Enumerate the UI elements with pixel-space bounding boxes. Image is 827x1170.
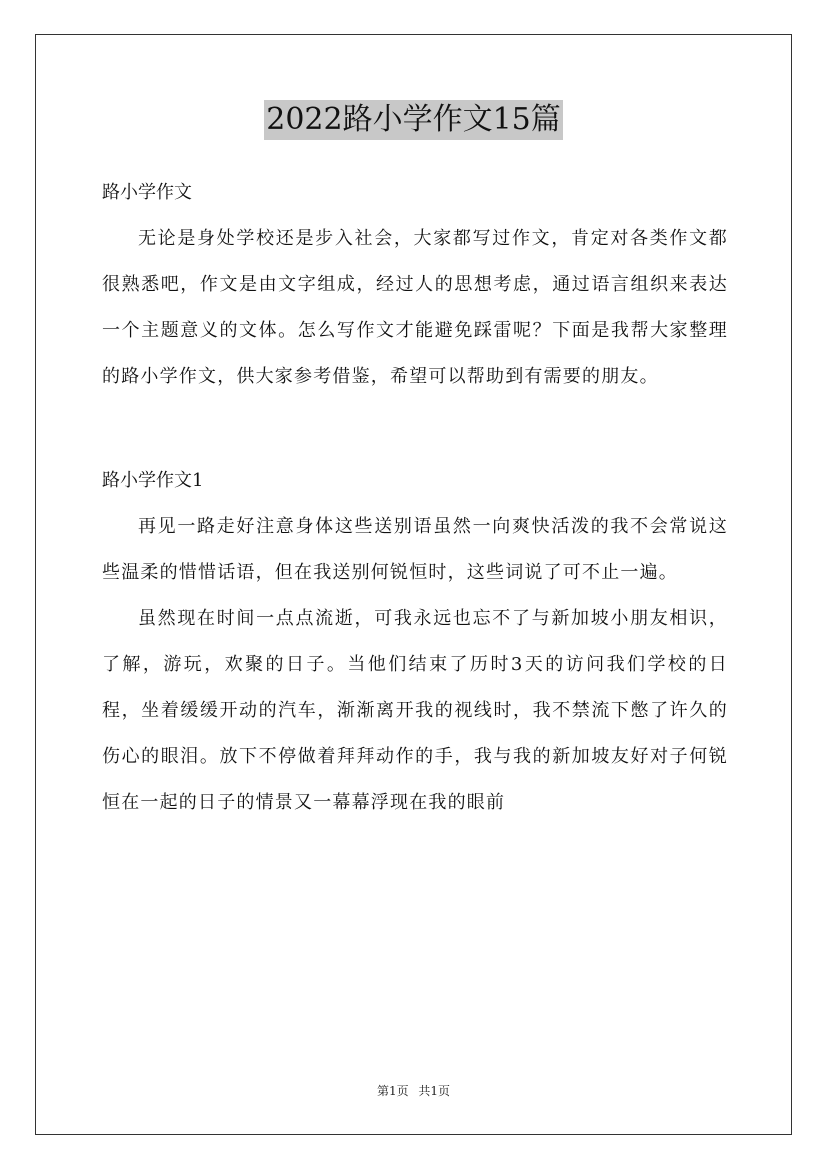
section-paragraph-1: 再见一路走好注意身体这些送别语虽然一向爽快活泼的我不会常说这些温柔的惜惜话语，但在我送别何锐恒时，这些词说了可不止一遍。 <box>102 516 728 583</box>
section-heading: 路小学作文1 <box>102 470 204 491</box>
intro-paragraph: 无论是身处学校还是步入社会，大家都写过作文，肯定对各类作文都很熟悉吧，作文是由文字组成，经过人的思想考虑，通过语言组织来表达一个主题意义的文体。怎么写作文才能避免踩雷呢？下面是我帮大家整理的路小学作文，供大家参考借鉴，希望可以帮助到有需要的朋友。 <box>102 228 728 387</box>
section-paragraph-2: 虽然现在时间一点点流逝，可我永远也忘不了与新加坡小朋友相识，了解，游玩，欢聚的日子。当他们结束了历时3天的访问我们学校的日程，坐着缓缓开动的汽车，渐渐离开我的视线时，我不禁流下憋了许久的伤心的眼泪。放下不停做着拜拜动作的手，我与我的新加坡友好对子何锐恒在一起的日子的情景又一幕幕浮现在我的眼前 <box>102 608 728 813</box>
title-container <box>0 100 827 140</box>
document-body <box>102 170 728 826</box>
page-footer <box>0 1083 827 1099</box>
section-spacer <box>102 400 728 458</box>
document-title: 2022路小学作文15篇 <box>264 100 563 140</box>
page-total: 共1页 <box>418 1084 451 1098</box>
intro-heading: 路小学作文 <box>102 182 192 203</box>
page-number: 第1页 <box>376 1084 409 1098</box>
